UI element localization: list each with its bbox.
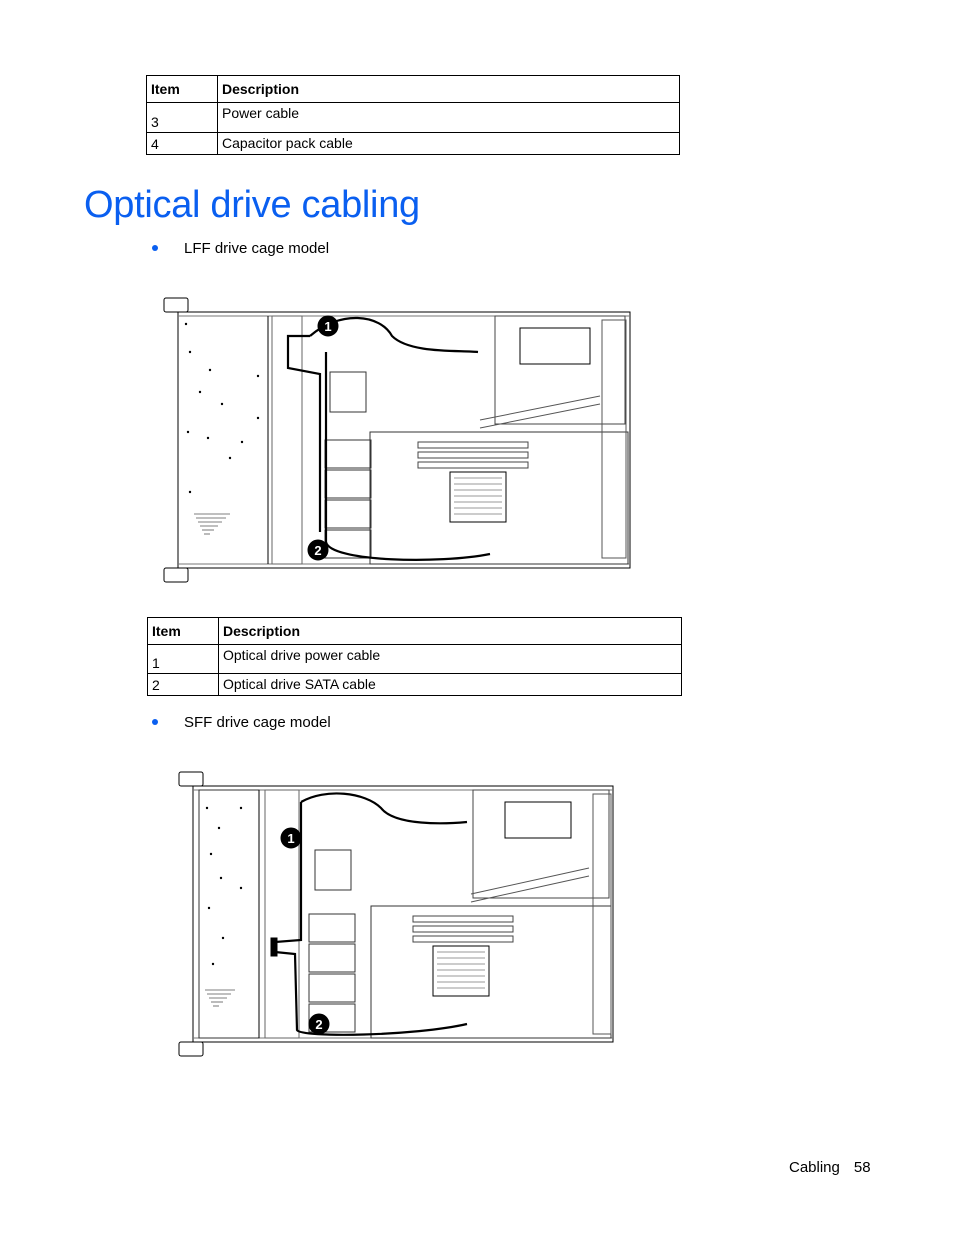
- table-cell-item: 2: [148, 674, 219, 696]
- bullet-sff: [152, 714, 331, 731]
- callout-label: 2: [314, 543, 322, 558]
- lff-server-diagram: [160, 292, 640, 584]
- table-row: [147, 103, 680, 133]
- callout-label: 1: [287, 831, 295, 846]
- table-row: [148, 645, 682, 674]
- table-header-item: Item: [148, 618, 219, 645]
- sff-server-diagram: [175, 768, 625, 1060]
- chassis-outline: [178, 312, 630, 568]
- table-header-item: Item: [147, 76, 218, 103]
- chassis-outline: [193, 786, 613, 1042]
- rack-ear-icon: [179, 772, 203, 786]
- table-row: [147, 133, 680, 155]
- heatsink: [433, 946, 489, 996]
- table-cell-description: Optical drive SATA cable: [219, 674, 682, 696]
- table-cell-description: Power cable: [218, 103, 680, 133]
- section-title: Optical drive cabling: [84, 184, 420, 226]
- table-cell-item: 1: [148, 645, 219, 674]
- cable-table-top: [146, 75, 680, 155]
- table-cell-description: Optical drive power cable: [219, 645, 682, 674]
- table-cell-description: Capacitor pack cable: [218, 133, 680, 155]
- callout-label: 1: [324, 319, 332, 334]
- bullet-icon: [152, 719, 158, 725]
- bullet-text: SFF drive cage model: [184, 714, 331, 731]
- bullet-icon: [152, 245, 158, 251]
- bullet-text: LFF drive cage model: [184, 240, 330, 257]
- optical-cable-table: [147, 617, 682, 696]
- rack-ear-icon: [164, 298, 188, 312]
- table-row: [148, 674, 682, 696]
- table-cell-item: 4: [147, 133, 218, 155]
- heatsink: [450, 472, 506, 522]
- page-footer: [789, 1159, 871, 1176]
- table-header-description: Description: [218, 76, 680, 103]
- table-cell-item: 3: [147, 103, 218, 133]
- callout-label: 2: [315, 1017, 323, 1032]
- table-header-description: Description: [219, 618, 682, 645]
- footer-section: Cabling: [789, 1159, 840, 1176]
- rack-ear-icon: [164, 568, 188, 582]
- bullet-lff: [152, 240, 329, 257]
- rack-ear-icon: [179, 1042, 203, 1056]
- footer-page-number: 58: [853, 1159, 871, 1176]
